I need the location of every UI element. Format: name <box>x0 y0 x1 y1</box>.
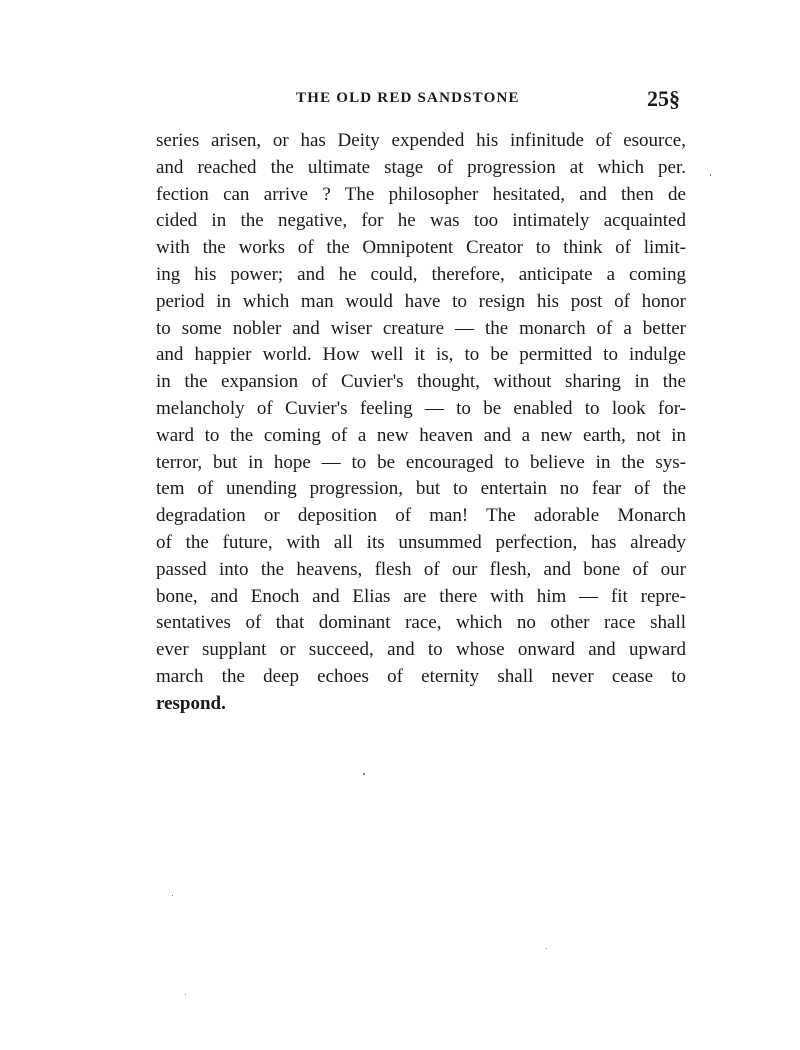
paper-speck <box>172 895 173 896</box>
text-line: and happier world. How well it is, to be permitted to indulge <box>156 344 686 366</box>
body-text <box>156 128 686 718</box>
text-line: series arisen, or has Deity expended his infinitude of esource, <box>156 130 686 151</box>
text-line-last: respond. <box>156 692 226 714</box>
page-number: 25§ <box>647 86 680 111</box>
text-line: with the works of the Omnipotent Creator to think of limit- <box>156 237 686 259</box>
text-line: melancholy of Cuvier's feeling — to be enabled to look for- <box>156 397 686 419</box>
paper-speck <box>710 174 711 176</box>
text-line: sentatives of that dominant race, which no other race shall <box>156 612 686 634</box>
text-line: ing his power; and he could, therefore, anticipate a coming <box>156 263 686 285</box>
paper-speck <box>185 994 186 995</box>
text-line: fection can arrive ? The philosopher hesitated, and then de <box>156 183 686 205</box>
text-line: ever supplant or succeed, and to whose onward and upward <box>156 639 686 661</box>
text-line: ward to the coming of a new heaven and a new earth, not in <box>156 424 686 446</box>
text-line: in the expansion of Cuvier's thought, without sharing in the <box>156 371 686 393</box>
text-line: period in which man would have to resign his post of honor <box>156 290 686 312</box>
text-line: cided in the negative, for he was too intimately acquainted <box>156 210 686 232</box>
text-line: bone, and Enoch and Elias are there with him — fit repre- <box>156 585 686 607</box>
running-head <box>156 86 680 112</box>
text-line: degradation or deposition of man! The adorable Monarch <box>156 505 686 527</box>
text-line: march the deep echoes of eternity shall never cease to <box>156 665 686 687</box>
text-line: of the future, with all its unsummed perfection, has already <box>156 531 686 553</box>
running-title: THE OLD RED SANDSTONE <box>296 90 520 106</box>
text-line: and reached the ultimate stage of progression at which per. <box>156 156 686 178</box>
paper-speck <box>363 773 365 775</box>
text-line: to some nobler and wiser creature — the monarch of a better <box>156 317 686 339</box>
text-line: tem of unending progression, but to entertain no fear of the <box>156 478 686 500</box>
paper-speck <box>546 948 547 949</box>
text-line: passed into the heavens, flesh of our flesh, and bone of our <box>156 558 686 580</box>
text-line: terror, but in hope — to be encouraged to believe in the sys- <box>156 451 686 473</box>
